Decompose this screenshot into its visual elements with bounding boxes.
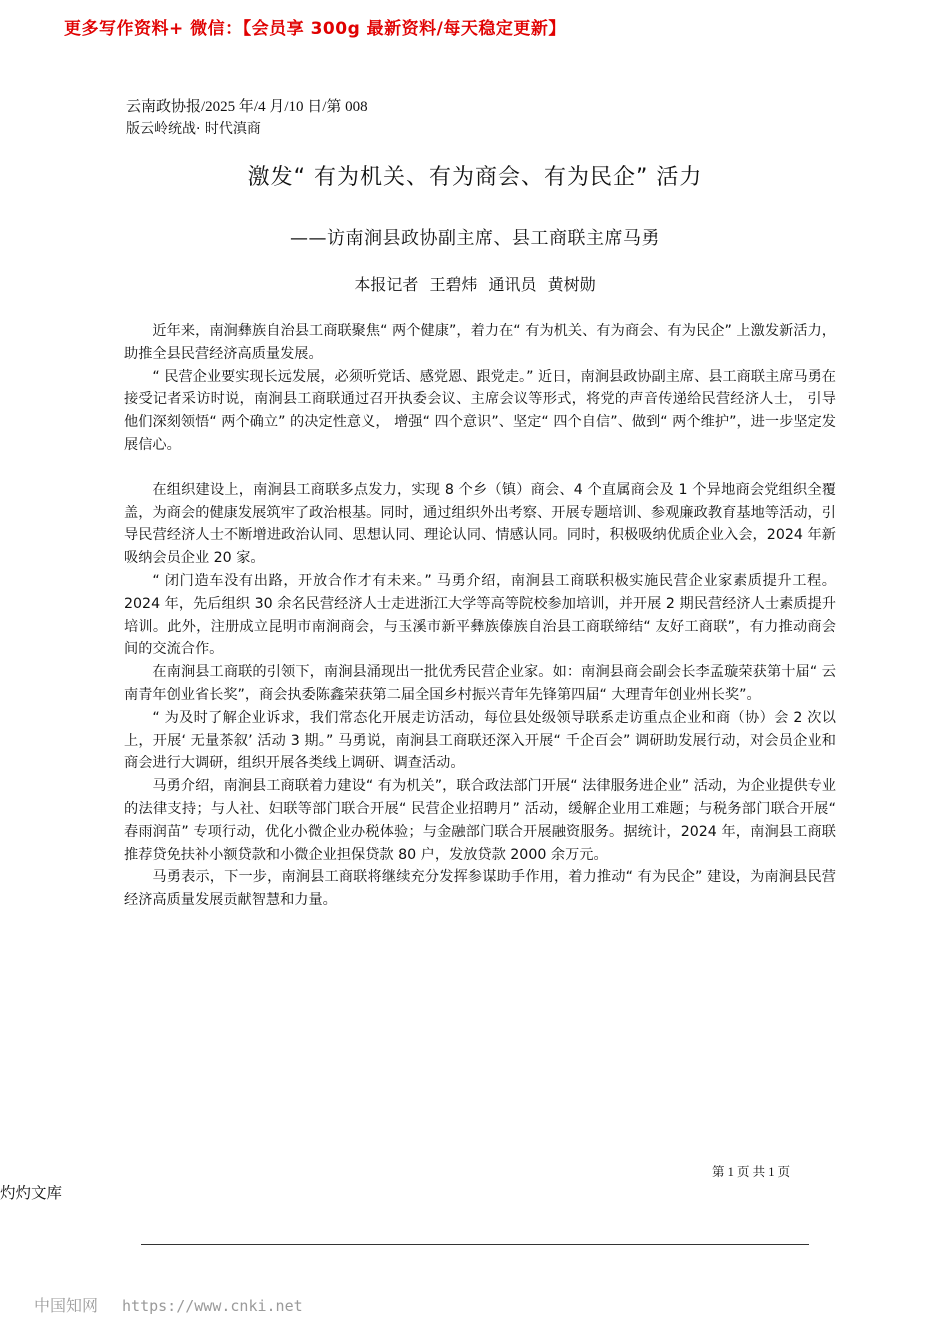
library-name: 灼灼文库 — [0, 1184, 63, 1202]
article-title: 激发“ 有为机关、有为商会、有为民企” 活力 — [247, 165, 703, 190]
article-byline: 本报记者 王碧炜 通讯员 黄树勋 — [354, 275, 596, 294]
paragraph: 马勇介绍，南涧县工商联着力建设“ 有为机关”，联合政法部门开展“ 法律服务进企业” 活动，为企业提供专业的法律支持；与人社、妇联等部门联合开展“ 民营企业招聘月” 活动，缓解企业用工难题；与税务部门联合开展“ 春雨润苗” 专项行动，优化小微企业办税体验；与金融部门联合开展融资服务。据统计，2024 年，南涧县工商联推荐贷免扶补小额贷款和小微企业担保贷款 80 户，发放贷款 2000 余万元。 — [124, 778, 836, 863]
footer-divider — [141, 1244, 809, 1245]
paragraph: 马勇表示，下一步，南涧县工商联将继续充分发挥参谋助手作用，着力推动“ 有为民企” 建设，为南涧县民营经济高质量发展贡献智慧和力量。 — [124, 869, 836, 909]
cnki-watermark — [34, 1293, 303, 1316]
paragraph: 近年来，南涧彝族自治县工商联聚焦“ 两个健康”，着力在“ 有为机关、有为商会、有为民企” 上激发新活力，助推全县民营经济高质量发展。 — [124, 323, 836, 362]
article-body — [124, 320, 836, 912]
article-subtitle: ——访南涧县政协副主席、县工商联主席马勇 — [290, 228, 660, 249]
paragraph: 在组织建设上，南涧县工商联多点发力，实现 8 个乡（镇）商会、4 个直属商会及 1 个异地商会党组织全覆盖，为商会的健康发展筑牢了政治根基。同时，通过组织外出考察、开展专题培训、参观廉政教育基地等活动，引导民营经济人士不断增进政治认同、思想认同、理论认同、情感认同。同时，积极吸纳优质企业入会，2024 年新吸纳会员企业 20 家。 — [124, 481, 836, 567]
cnki-name: 中国知网 — [34, 1298, 99, 1315]
cnki-url[interactable]: https://www.cnki.net — [122, 1297, 303, 1315]
paragraph: “ 民营企业要实现长远发展，必须听党话、感党恩、跟党走。” 近日，南涧县政协副主席、县工商联主席马勇在接受记者采访时说，南涧县工商联通过召开执委会议、主席会议等形式，将党的声音传递给民营经济人士， 引导他们深刻领悟“ 两个确立” 的决定性意义， 增强“ 四个意识”、坚定“ 四个自信”、做到“ 两个维护”，进一步坚定发展信心。 — [124, 368, 836, 453]
source-line: 云南政协报/2025 年/4 月/10 日/第 008 — [126, 99, 368, 115]
page-indicator: 第 1 页 共 1 页 — [712, 1165, 791, 1179]
paragraph: “ 闭门造车没有出路，开放合作才有未来。” 马勇介绍，南涧县工商联积极实施民营企业家素质提升工程。2024 年，先后组织 30 余名民营经济人士走进浙江大学等高等院校参加培训，并开展 2 期民营经济人士素质提升培训。此外，注册成立昆明市南涧商会，与玉溪市新平彝族傣族自治县工商联缔结“ 友好工商联”，有力推动商会间的交流合作。 — [124, 572, 836, 658]
section-line: 版云岭统战· 时代滇商 — [126, 121, 261, 137]
promo-banner: 更多写作资料+ 微信：【会员享 300g 最新资料/每天稳定更新】 — [64, 19, 566, 39]
paragraph: “ 为及时了解企业诉求，我们常态化开展走访活动，每位县处级领导联系走访重点企业和商（协）会 2 次以上，开展‘ 无量茶叙’ 活动 3 期。” 马勇说，南涧县工商联还深入开展“ 千企百会” 调研助发展行动，对会员企业和商会进行大调研，组织开展各类线上调研、调查活动。 — [124, 709, 836, 772]
paragraph: 在南涧县工商联的引领下，南涧县涌现出一批优秀民营企业家。如：南涧县商会副会长李孟璇荣获第十届“ 云南青年创业省长奖”，商会执委陈鑫荣获第二届全国乡村振兴青年先锋第四届“ 大理青年创业州长奖”。 — [124, 664, 836, 703]
